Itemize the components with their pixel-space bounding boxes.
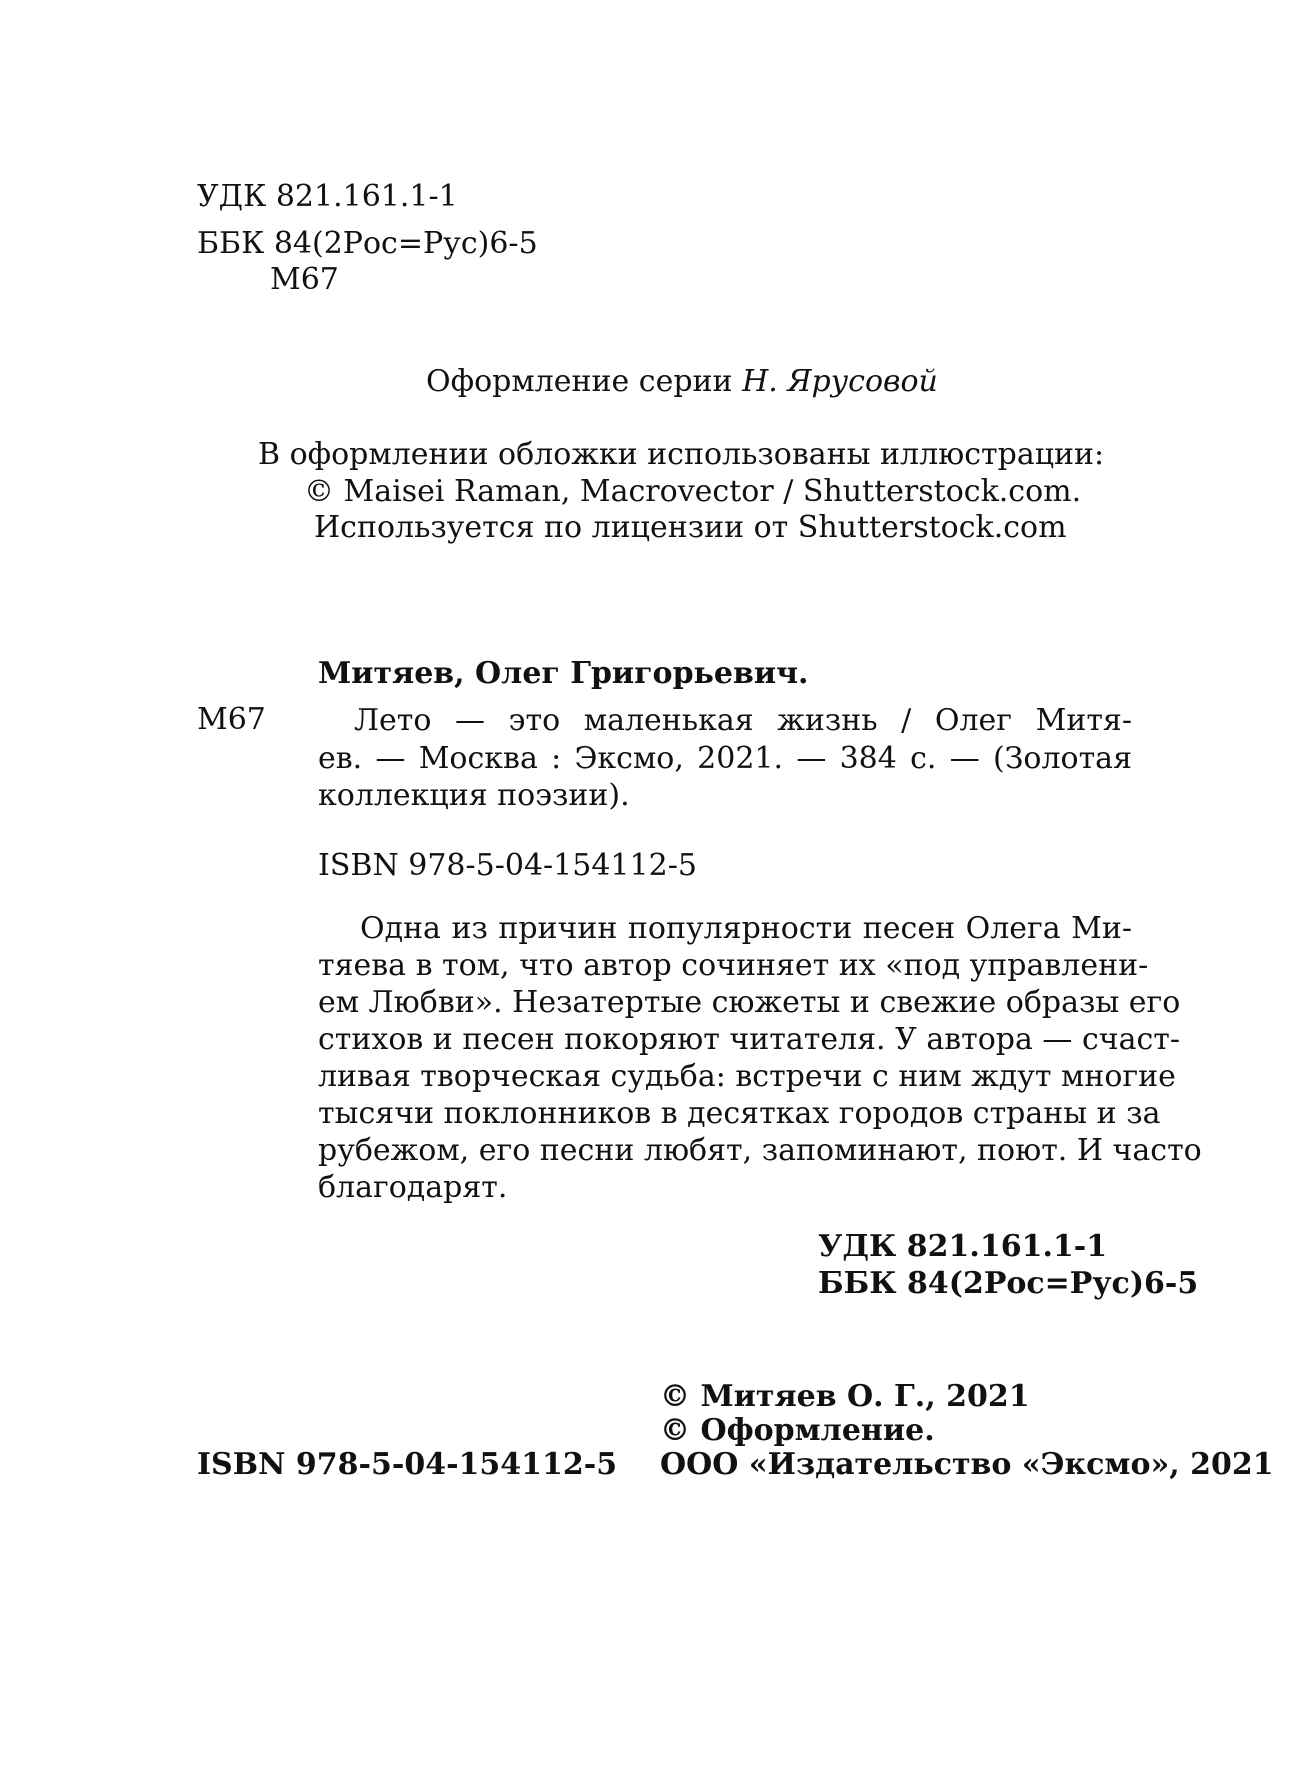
catalog-isbn: ISBN 978-5-04-154112-5 [318, 848, 697, 883]
annotation-line: тысячи поклонников в десятках городов страны и за [318, 1096, 1161, 1131]
annotation-line: рубежом, его песни любят, запоминают, поют. И часто [318, 1133, 1202, 1168]
copyright-author: © Митяев О. Г., 2021 [660, 1379, 1030, 1414]
annotation-line: тяева в том, что автор сочиняет их «под управлени- [318, 948, 1149, 983]
catalog-description [318, 740, 1132, 814]
cover-credit-line-1: В оформлении обложки использованы иллюстрации: [258, 437, 1105, 472]
annotation-line: ем Любви». Незатертые сюжеты и свежие образы его [318, 985, 1181, 1020]
series-designer-name: Н. Ярусовой [742, 364, 938, 399]
annotation-line: Одна из причин популярности песен Олега Ми- [360, 911, 1132, 946]
footer-isbn: ISBN 978-5-04-154112-5 [197, 1447, 618, 1482]
udk-code-card: УДК 821.161.1-1 [818, 1229, 1108, 1264]
annotation [318, 947, 1202, 1206]
annotation-line: благодарят. [318, 1170, 508, 1205]
annotation-first [360, 910, 1132, 947]
bbk-code-card: ББК 84(2Рос=Рус)6-5 [818, 1266, 1199, 1301]
annotation-line: стихов и песен покоряют читателя. У автора — счаст- [318, 1022, 1181, 1057]
catalog-description-line: Лето — это маленькая жизнь / Олег Митя- [354, 703, 1132, 738]
annotation-line: ливая творческая судьба: встречи с ним ждут многие [318, 1059, 1176, 1094]
copyright-design: © Оформление. [660, 1413, 935, 1448]
catalog-author-sign: М67 [197, 702, 266, 737]
bbk-code-top: ББК 84(2Рос=Рус)6-5 [197, 226, 538, 261]
catalog-author-heading: Митяев, Олег Григорьевич. [318, 656, 809, 691]
catalog-description-line: ев. — Москва : Эксмо, 2021. — 384 с. — (Золотая [318, 741, 1132, 776]
series-design-label: Оформление серии [426, 364, 733, 399]
catalog-description-line: коллекция поэзии). [318, 778, 630, 813]
series-design-credit [426, 364, 938, 400]
cover-credit-line-3: Используется по лицензии от Shutterstock.com [314, 510, 1067, 545]
author-sign-top: М67 [270, 262, 339, 297]
udk-code-top: УДК 821.161.1-1 [197, 179, 458, 214]
catalog-description-first [354, 702, 1132, 739]
publisher-copyright: ООО «Издательство «Эксмо», 2021 [660, 1447, 1274, 1482]
cover-credit-line-2: © Maisei Raman, Macrovector / Shutterstock.com. [304, 474, 1082, 509]
